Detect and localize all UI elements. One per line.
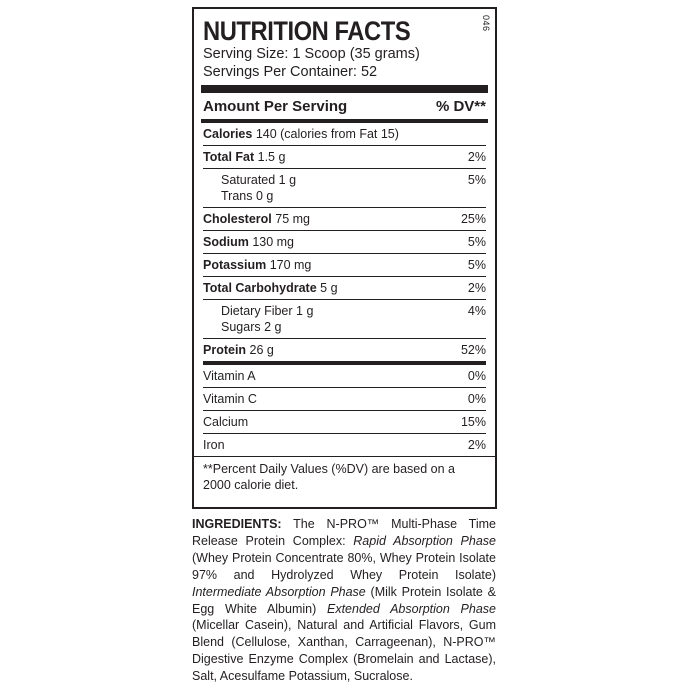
nutrient-dv: 15%: [460, 415, 486, 429]
ingredients-heading: INGREDIENTS:: [192, 517, 282, 531]
dv-header: % DV**: [435, 97, 486, 115]
nutrition-facts-panel: [192, 7, 497, 509]
amount-header-row: [203, 93, 486, 119]
nutrient-dv: 0%: [467, 392, 486, 406]
nutrient-dv: 2%: [467, 438, 486, 452]
nutrient-amount: 1.5 g: [254, 150, 286, 164]
nutrient-name: Protein: [203, 343, 247, 357]
ingredients-part: (Micellar Casein), Natural and Artificial Flavors, Gum Blend (Cellulose, Xanthan, Carrageenan), N-PRO™ Digestive Enzyme Complex (Bromelain and Lactase), Salt, Acesulfame Potassium, Sucralose.: [192, 618, 496, 684]
nutrient-row-iron: [203, 433, 486, 456]
serving-size: Serving Size: 1 Scoop (35 grams): [203, 46, 420, 62]
nutrient-amount: 130 mg: [248, 235, 295, 249]
label-code: 046: [481, 15, 491, 32]
nutrient-dv: 5%: [467, 173, 486, 187]
nutrient-name: Potassium: [203, 258, 267, 272]
ingredients-phase: Intermediate Absorption Phase: [192, 584, 366, 599]
nutrient-name: Vitamin C: [203, 392, 257, 406]
ingredients-part: (Whey Protein Concentrate 80%, Whey Protein Isolate 97% and Hydrolyzed Whey Protein Isolate): [192, 550, 496, 582]
nutrient-row-total-carbohydrate: [203, 276, 486, 299]
label-title: NUTRITION FACTS: [203, 16, 411, 46]
amount-per-serving-header: Amount Per Serving: [203, 97, 348, 115]
nutrient-name: Total Carbohydrate: [203, 281, 317, 295]
nutrient-name: Dietary Fiber 1 g: [221, 304, 314, 318]
nutrient-dv: 5%: [467, 258, 486, 272]
nutrient-row-saturated-trans: [203, 168, 486, 207]
nutrient-name: Cholesterol: [203, 212, 272, 226]
ingredients-text: [192, 516, 496, 685]
ingredients-phase: Extended Absorption Phase: [327, 601, 496, 616]
nutrient-dv: 5%: [467, 235, 486, 249]
nutrient-dv: 25%: [460, 212, 486, 226]
ingredients-part: The N-PRO™ Multi-Phase Time Release Protein Complex:: [192, 517, 496, 548]
thick-divider: [201, 85, 488, 93]
nutrient-row-cholesterol: [203, 207, 486, 230]
calories-value: 140 (calories from Fat 15): [252, 127, 399, 141]
nutrient-dv: 0%: [467, 369, 486, 383]
nutrient-name: Trans 0 g: [221, 189, 274, 203]
nutrient-row-fiber-sugars: [203, 299, 486, 338]
nutrient-name: Calcium: [203, 415, 249, 429]
dv-footnote: **Percent Daily Values (%DV) are based on a 2000 calorie diet.: [194, 456, 495, 493]
ingredients-part: (Milk Protein Isolate & Egg White Albumin): [192, 584, 496, 616]
nutrient-amount: 5 g: [316, 281, 338, 295]
nutrient-name: Sugars 2 g: [221, 320, 282, 334]
nutrient-row-vitamin-a: [203, 361, 486, 387]
nutrient-name: Iron: [203, 438, 225, 452]
nutrient-dv: 52%: [460, 343, 486, 357]
nutrient-dv: 4%: [467, 304, 486, 318]
nutrient-row-total-fat: [203, 145, 486, 168]
nutrient-dv: 2%: [467, 281, 486, 295]
nutrient-row-calcium: [203, 410, 486, 433]
nutrient-amount: 170 mg: [266, 258, 312, 272]
nutrient-row-potassium: [203, 253, 486, 276]
servings-per-container: Servings Per Container: 52: [203, 64, 378, 80]
nutrient-row-protein: [203, 338, 486, 361]
nutrient-name: Saturated 1 g: [221, 173, 297, 187]
calories-label: Calories: [203, 127, 253, 141]
nutrient-amount: 26 g: [246, 343, 274, 357]
nutrient-row-vitamin-c: [203, 387, 486, 410]
nutrient-name: Total Fat: [203, 150, 255, 164]
nutrient-amount: 75 mg: [271, 212, 310, 226]
nutrient-row-sodium: [203, 230, 486, 253]
nutrient-dv: 2%: [467, 150, 486, 164]
nutrient-name: Sodium: [203, 235, 249, 249]
nutrient-name: Vitamin A: [203, 369, 256, 383]
calories-row: [203, 123, 486, 145]
ingredients-phase: Rapid Absorption Phase: [353, 533, 496, 548]
